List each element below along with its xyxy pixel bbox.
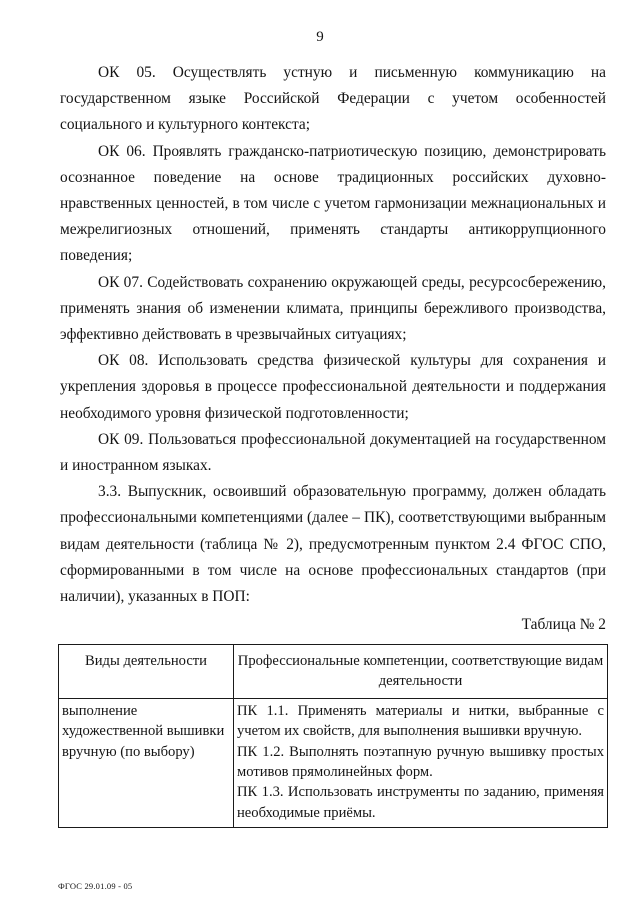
competencies-cell	[234, 698, 608, 827]
paragraph-3-3: 3.3. Выпускник, освоивший образовательную программу, должен обладать профессиональными компетенциями (далее – ПК), соответствующими выбранным видам деятельности (таблица № 2), предусмотренным пунктом 2.4 ФГОС СПО, сформированными в том числе на основе профессиональных стандартов (при наличии), указанных в ПОП:	[60, 483, 606, 606]
competency-pk-1-2: ПК 1.2. Выполнять поэтапную ручную вышивку простых мотивов прямолинейных форм.	[237, 743, 604, 781]
table-caption: Таблица № 2	[521, 616, 606, 633]
paragraph-ok07: ОК 07. Содействовать сохранению окружающей среды, ресурсосбережению, применять знания об изменении климата, принципы бережливого производства, эффективно действовать в чрезвычайных ситуациях;	[60, 273, 606, 344]
table-header-row	[59, 645, 608, 699]
paragraph-ok05: ОК 05. Осуществлять устную и письменную коммуникацию на государственном языке Российской Федерации с учетом особенностей социального и культурного контекста;	[60, 64, 606, 134]
competencies-table	[58, 644, 608, 828]
paragraph-ok06: ОК 06. Проявлять гражданско-патриотическую позицию, демонстрировать осознанное поведение на основе традиционных российских духовно-нравственных ценностей, в том числе с учетом гармонизации межнациональных и межрелигиозных отношений, применять стандарты антикоррупционного поведения;	[60, 142, 606, 265]
paragraph-ok09: ОК 09. Пользоваться профессиональной документацией на государственном и иностранном языках.	[60, 430, 606, 475]
table-row	[59, 698, 608, 827]
paragraph-ok08: ОК 08. Использовать средства физической культуры для сохранения и укрепления здоровья в процессе профессиональной деятельности и поддержания необходимого уровня физической подготовленности;	[60, 352, 606, 422]
competency-pk-1-3: ПК 1.3. Использовать инструменты по заданию, применяя необходимые приёмы.	[237, 784, 604, 821]
competency-pk-1-1: ПК 1.1. Применять материалы и нитки, выбранные с учетом их свойств, для выполнения вышивки вручную.	[237, 702, 604, 740]
page-number: 9	[316, 29, 324, 45]
body-text	[60, 60, 606, 610]
activity-cell	[59, 698, 234, 827]
activity-text: выполнение художественной вышивки вручную (по выбору)	[62, 702, 225, 760]
header-competencies: Профессиональные компетенции, соответствующие видам деятельности	[234, 645, 608, 699]
competencies-list	[237, 701, 604, 827]
header-activity: Виды деятельности	[59, 645, 234, 699]
footer-code: ФГОС 29.01.09 - 05	[58, 881, 133, 891]
